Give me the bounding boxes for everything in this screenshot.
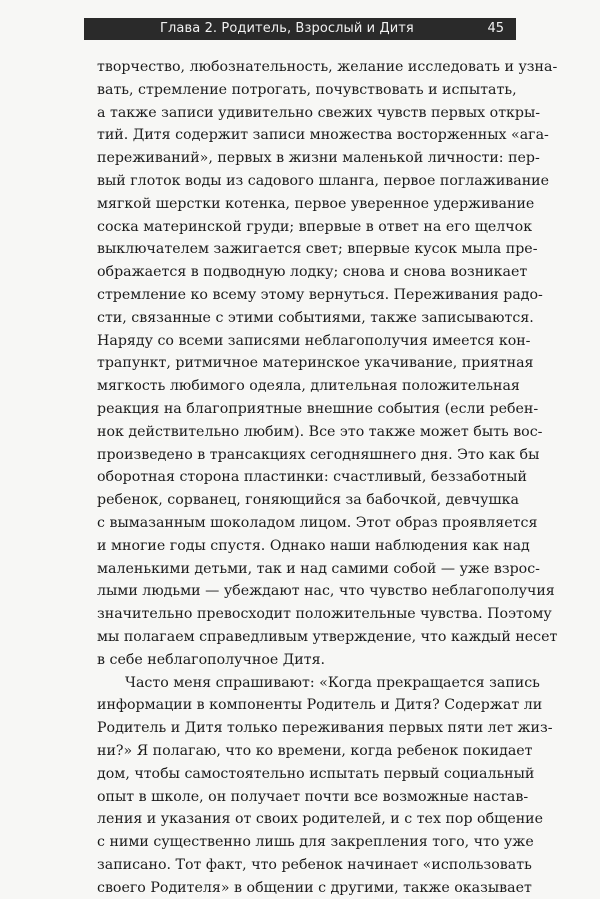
page-number: 45 [487,21,504,36]
text-line: ображается в подводную лодку; снова и снова возникает [97,264,528,281]
chapter-title: Глава 2. Родитель, Взрослый и Дитя [160,21,414,36]
text-line: Родитель и Дитя только переживания первых пяти лет жиз- [97,720,553,737]
text-line: маленькими детьми, так и над самими собой — уже взрос- [97,560,540,577]
text-line: записано. Тот факт, что ребенок начинает «использовать [97,856,532,873]
body-text [97,56,558,899]
text-line: переживаний», первых в жизни маленькой личности: пер- [97,150,540,167]
text-line: тий. Дитя содержит записи множества восторженных «ага- [97,127,549,144]
text-line: с ними существенно лишь для закрепления того, что уже [97,834,534,851]
text-line: стремление ко всему этому вернуться. Переживания радо- [97,286,543,303]
text-line: мы полагаем справедливым утверждение, что каждый несет [97,628,558,645]
text-line: мягкой шерстки котенка, первое уверенное удерживание [97,195,535,212]
text-line: и многие годы спустя. Однако наши наблюдения как над [97,537,530,554]
text-line: творчество, любознательность, желание исследовать и узна- [97,59,558,75]
text-line: выключателем зажигается свет; впервые кусок мыла пре- [97,241,538,258]
text-line: нок действительно любим). Все это также может быть вос- [97,423,543,440]
paragraph [97,56,558,672]
text-line: вать, стремление потрогать, почувствовать и испытать, [97,81,517,98]
text-line: опыт в школе, он получает почти все возможные настав- [97,788,529,805]
text-line: с вымазанным шоколадом лицом. Этот образ проявляется [97,514,538,531]
text-line: мягкость любимого одеяла, длительная положительная [97,378,520,395]
text-line: Наряду со всеми записями неблагополучия имеется кон- [97,332,531,349]
text-line: Часто меня спрашивают: «Когда прекращается запись [125,674,540,691]
text-line: сти, связанные с этими событиями, также записываются. [97,309,534,326]
text-line: в себе неблагополучное Дитя. [97,651,326,668]
text-line: ления и указания от своих родителей, и с тех пор общение [97,811,544,828]
text-line: значительно превосходит положительные чувства. Поэтому [97,606,552,623]
running-header [84,18,516,40]
text-line: оборотная сторона пластинки: счастливый, беззаботный [97,469,527,486]
text-line: лыми людьми — убеждают нас, что чувство неблагополучия [97,583,555,600]
text-line: соска материнской груди; впервые в ответ на его щелчок [97,218,533,235]
text-line: произведено в трансакциях сегодняшнего дня. Это как бы [97,446,540,463]
text-line: вый глоток воды из садового шланга, первое поглаживание [97,172,550,189]
text-line: своего Родителя» в общении с другими, также оказывает [97,879,532,896]
text-line: а также записи удивительно свежих чувств первых откры- [97,104,541,121]
paragraph [97,672,553,899]
text-line: ребенок, сорванец, гоняющийся за бабочкой, девчушка [97,492,519,509]
text-line: трапункт, ритмичное материнское укачивание, приятная [97,355,534,372]
text-line: дом, чтобы самостоятельно испытать первый социальный [97,765,535,782]
text-line: информации в компоненты Родитель и Дитя? Содержат ли [97,697,543,714]
text-line: реакция на благоприятные внешние события (если ребен- [97,400,539,417]
text-line: ни?» Я полагаю, что ко времени, когда ребенок покидает [97,742,533,759]
